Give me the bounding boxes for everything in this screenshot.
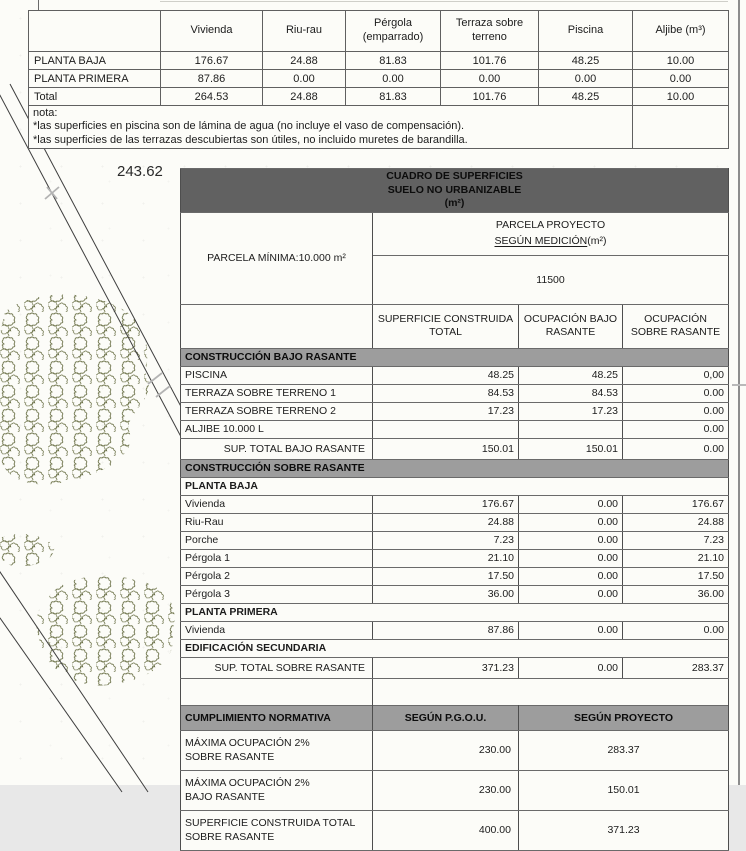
column-header: Pérgola (emparrado) xyxy=(346,11,441,52)
total-row xyxy=(181,657,729,678)
note-line: nota: xyxy=(33,107,58,119)
row-label: TERRAZA SOBRE TERRENO 1 xyxy=(181,384,373,402)
value-cell: 0.00 xyxy=(519,513,623,531)
value-cell: 24.88 xyxy=(623,513,729,531)
subsection-header-row xyxy=(181,477,729,495)
value-cell: 7.23 xyxy=(623,531,729,549)
column-header: Terraza sobre terreno xyxy=(441,11,539,52)
value-cell: 0.00 xyxy=(633,70,729,88)
row-label: PLANTA PRIMERA xyxy=(29,70,161,88)
value-cell: 48.25 xyxy=(519,366,623,384)
value-cell: 0.00 xyxy=(519,495,623,513)
section-header-row xyxy=(181,459,729,477)
value-cell: 101.76 xyxy=(441,52,539,70)
value-cell: 0.00 xyxy=(519,657,623,678)
table-row xyxy=(181,495,729,513)
areas-header-row xyxy=(29,11,729,52)
vegetation-patch xyxy=(0,295,175,686)
pgou-value: 230.00 xyxy=(373,730,519,770)
section-header-row xyxy=(181,348,729,366)
frame-tick-mark xyxy=(732,384,746,386)
section-header: CONSTRUCCIÓN BAJO RASANTE xyxy=(181,348,729,366)
note-line: *las superficies en piscina son de lámina de agua (no incluye el vaso de compensación). xyxy=(33,120,465,133)
value-cell: 24.88 xyxy=(263,52,346,70)
value-cell: 17.23 xyxy=(373,402,519,420)
value-cell: 150.01 xyxy=(519,438,623,459)
value-cell: 0.00 xyxy=(519,585,623,603)
column-header: SUPERFICIE CONSTRUIDA TOTAL xyxy=(373,304,519,348)
compliance-row xyxy=(181,730,729,770)
pgou-value: 400.00 xyxy=(373,810,519,850)
row-label: ALJIBE 10.000 L xyxy=(181,420,373,438)
row-label: SUPERFICIE CONSTRUIDA TOTAL SOBRE RASANTE xyxy=(181,810,373,850)
column-header: Piscina xyxy=(539,11,633,52)
surfaces-header-row xyxy=(181,304,729,348)
column-header: OCUPACIÓN SOBRE RASANTE xyxy=(623,304,729,348)
total-label: SUP. TOTAL SOBRE RASANTE xyxy=(181,657,373,678)
column-header: SEGÚN P.G.O.U. xyxy=(373,705,519,730)
table-row xyxy=(181,585,729,603)
column-header: Vivienda xyxy=(161,11,263,52)
spacer-cell xyxy=(181,678,373,705)
subsection-header: PLANTA BAJA xyxy=(181,477,729,495)
column-header: Aljibe (m³) xyxy=(633,11,729,52)
table-row xyxy=(29,52,729,70)
table-row xyxy=(181,366,729,384)
subsection-header-row xyxy=(181,603,729,621)
subsection-header: EDIFICACIÓN SECUNDARIA xyxy=(181,639,729,657)
total-row xyxy=(181,438,729,459)
row-label: MÁXIMA OCUPACIÓN 2% SOBRE RASANTE xyxy=(181,730,373,770)
value-cell: 84.53 xyxy=(519,384,623,402)
value-cell: 10.00 xyxy=(633,52,729,70)
column-header: OCUPACIÓN BAJO RASANTE xyxy=(519,304,623,348)
sheet-frame-line xyxy=(738,0,740,785)
parcela-minima-cell: PARCELA MÍNIMA:10.000 m² xyxy=(181,212,373,304)
value-cell: 21.10 xyxy=(373,549,519,567)
value-cell: 7.23 xyxy=(373,531,519,549)
value-cell: 87.86 xyxy=(161,70,263,88)
dimension-label: 243.62 xyxy=(117,163,163,180)
segun-medicion-label: SEGÚN MEDICIÓN(m²) xyxy=(494,234,607,247)
value-cell: 0.00 xyxy=(623,402,729,420)
value-cell: 176.67 xyxy=(373,495,519,513)
value-cell: 283.37 xyxy=(623,657,729,678)
value-cell: 371.23 xyxy=(373,657,519,678)
row-label: Porche xyxy=(181,531,373,549)
value-cell xyxy=(373,420,519,438)
total-label: SUP. TOTAL BAJO RASANTE xyxy=(181,438,373,459)
value-cell: 84.53 xyxy=(373,384,519,402)
table-row xyxy=(181,531,729,549)
notes-row xyxy=(29,106,729,149)
value-cell: 0.00 xyxy=(623,384,729,402)
table-row xyxy=(181,384,729,402)
column-header: SEGÚN PROYECTO xyxy=(519,705,729,730)
spacer-cell xyxy=(373,678,729,705)
section-header: CONSTRUCCIÓN SOBRE RASANTE xyxy=(181,459,729,477)
row-label: Vivienda xyxy=(181,495,373,513)
value-cell: 0.00 xyxy=(346,70,441,88)
table-row xyxy=(181,420,729,438)
value-cell: 24.88 xyxy=(373,513,519,531)
compliance-row xyxy=(181,810,729,850)
value-cell: 81.83 xyxy=(346,52,441,70)
table-title-row xyxy=(181,169,729,213)
value-cell: 0.00 xyxy=(263,70,346,88)
parcela-proyecto-cell xyxy=(373,212,729,255)
value-cell: 0.00 xyxy=(623,438,729,459)
pgou-value: 230.00 xyxy=(373,770,519,810)
parcela-proyecto-label: PARCELA PROYECTO xyxy=(495,219,606,232)
value-cell: 0.00 xyxy=(623,420,729,438)
value-cell: 0.00 xyxy=(519,549,623,567)
notes xyxy=(29,106,633,149)
medicion-value: 11500 xyxy=(373,255,729,304)
title-line: (m²) xyxy=(444,197,465,210)
value-cell: 17.23 xyxy=(519,402,623,420)
parcela-row xyxy=(181,212,729,255)
value-cell: 36.00 xyxy=(373,585,519,603)
value-cell: 0.00 xyxy=(623,621,729,639)
value-cell: 0,00 xyxy=(623,366,729,384)
value-cell: 87.86 xyxy=(373,621,519,639)
cut-row-remnant xyxy=(160,1,728,2)
value-cell: 101.76 xyxy=(441,88,539,106)
value-cell: 24.88 xyxy=(263,88,346,106)
row-label: Pérgola 1 xyxy=(181,549,373,567)
value-cell: 17.50 xyxy=(623,567,729,585)
value-cell: 0.00 xyxy=(441,70,539,88)
row-label: Pérgola 2 xyxy=(181,567,373,585)
value-cell xyxy=(519,420,623,438)
value-cell: 21.10 xyxy=(623,549,729,567)
spacer-row xyxy=(181,678,729,705)
table-row xyxy=(29,88,729,106)
row-label: MÁXIMA OCUPACIÓN 2% BAJO RASANTE xyxy=(181,770,373,810)
value-cell: 176.67 xyxy=(161,52,263,70)
table-row xyxy=(29,70,729,88)
row-label: Vivienda xyxy=(181,621,373,639)
surfaces-table xyxy=(180,168,729,851)
empty-header-cell xyxy=(181,304,373,348)
value-cell: 264.53 xyxy=(161,88,263,106)
compliance-title: CUMPLIMIENTO NORMATIVA xyxy=(181,705,373,730)
value-cell: 48.25 xyxy=(539,52,633,70)
title-line: CUADRO DE SUPERFICIES xyxy=(386,170,523,182)
row-label: PISCINA xyxy=(181,366,373,384)
title-line: SUELO NO URBANIZABLE xyxy=(387,183,522,196)
compliance-header-row xyxy=(181,705,729,730)
table-row xyxy=(181,621,729,639)
proyecto-value: 150.01 xyxy=(519,770,729,810)
value-cell: 10.00 xyxy=(633,88,729,106)
row-label: TERRAZA SOBRE TERRENO 2 xyxy=(181,402,373,420)
value-cell: 0.00 xyxy=(539,70,633,88)
table-title xyxy=(181,169,729,213)
value-cell: 0.00 xyxy=(519,621,623,639)
value-cell: 81.83 xyxy=(346,88,441,106)
row-label: Pérgola 3 xyxy=(181,585,373,603)
note-line: *las superficies de las terrazas descubiertas son útiles, no incluido muretes de barandilla. xyxy=(33,133,468,146)
empty-cell xyxy=(633,106,729,149)
value-cell: 48.25 xyxy=(373,366,519,384)
row-label: Riu-Rau xyxy=(181,513,373,531)
row-label: Total xyxy=(29,88,161,106)
compliance-row xyxy=(181,770,729,810)
subsection-header-row xyxy=(181,639,729,657)
proyecto-value: 283.37 xyxy=(519,730,729,770)
table-row xyxy=(181,402,729,420)
value-cell: 36.00 xyxy=(623,585,729,603)
value-cell: 48.25 xyxy=(539,88,633,106)
value-cell: 150.01 xyxy=(373,438,519,459)
value-cell: 0.00 xyxy=(519,531,623,549)
row-label: PLANTA BAJA xyxy=(29,52,161,70)
value-cell: 17.50 xyxy=(373,567,519,585)
value-cell: 0.00 xyxy=(519,567,623,585)
table-row xyxy=(181,549,729,567)
areas-by-floor-table xyxy=(28,10,729,149)
value-cell: 176.67 xyxy=(623,495,729,513)
corner-cell xyxy=(29,11,161,52)
proyecto-value: 371.23 xyxy=(519,810,729,850)
table-row xyxy=(181,513,729,531)
column-header: Riu-rau xyxy=(263,11,346,52)
subsection-header: PLANTA PRIMERA xyxy=(181,603,729,621)
table-row xyxy=(181,567,729,585)
